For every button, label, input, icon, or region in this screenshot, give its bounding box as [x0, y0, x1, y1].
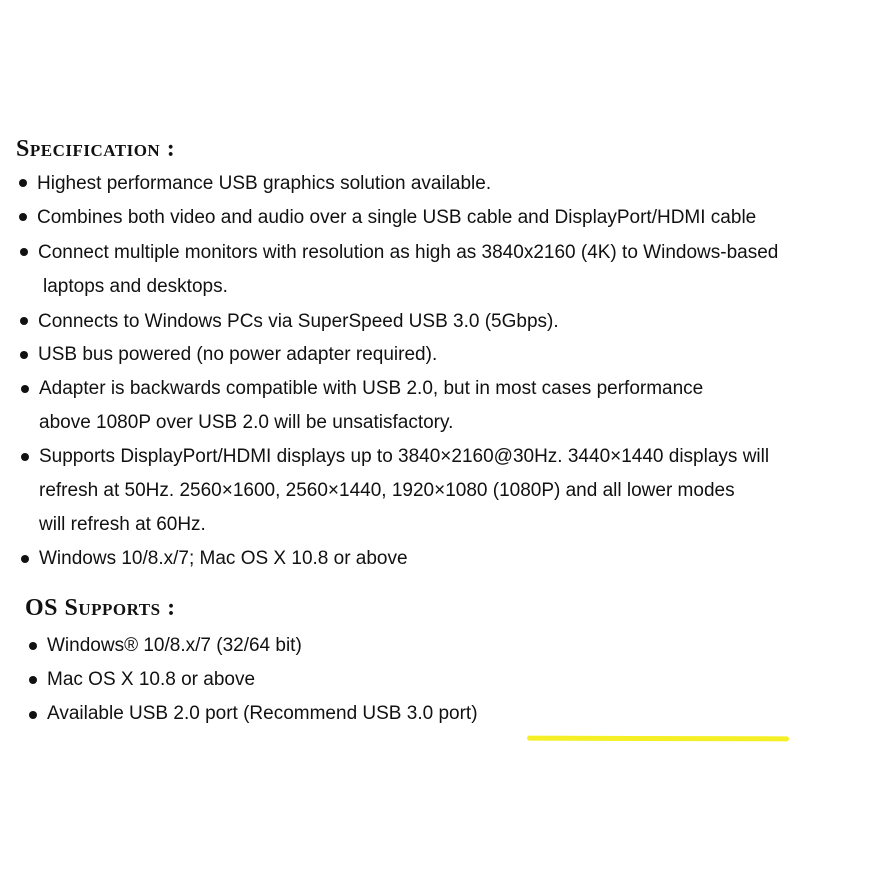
bullet-icon — [20, 317, 28, 325]
specification-heading: Specification : — [16, 136, 176, 162]
bullet-icon — [21, 453, 29, 461]
bullet-icon — [29, 711, 37, 719]
spec-item-1-line-1: Highest performance USB graphics solution available. — [37, 173, 492, 194]
spec-item-4-line-1: Connects to Windows PCs via SuperSpeed USB 3.0 (5Gbps). — [38, 311, 559, 332]
os-item-1-line-1: Windows® 10/8.x/7 (32/64 bit) — [47, 635, 302, 656]
spec-item-7-line-1: Supports DisplayPort/HDMI displays up to 3840×2160@30Hz. 3440×1440 displays will — [39, 446, 770, 467]
bullet-icon — [20, 248, 28, 256]
os-supports-heading: OS Supports : — [25, 595, 176, 621]
spec-item-5-line-1: USB bus powered (no power adapter required). — [38, 344, 438, 365]
os-item-3-line-1: Available USB 2.0 port (Recommend USB 3.0 port) — [47, 703, 478, 724]
bullet-icon — [29, 676, 37, 684]
bullet-icon — [21, 555, 29, 563]
bullet-icon — [21, 385, 29, 393]
bullet-icon — [29, 642, 37, 650]
spec-item-3-line-2: laptops and desktops. — [43, 276, 228, 297]
spec-item-6-line-1: Adapter is backwards compatible with USB 2.0, but in most cases performance — [39, 378, 704, 399]
spec-item-2-line-1: Combines both video and audio over a single USB cable and DisplayPort/HDMI cable — [37, 207, 757, 228]
spec-item-3-line-1: Connect multiple monitors with resolution as high as 3840x2160 (4K) to Windows-based — [38, 242, 779, 263]
bullet-icon — [19, 179, 27, 187]
spec-item-7-line-3: will refresh at 60Hz. — [39, 514, 206, 535]
spec-item-8-line-1: Windows 10/8.x/7; Mac OS X 10.8 or above — [39, 548, 408, 569]
highlighter-stroke — [527, 736, 789, 742]
bullet-icon — [20, 351, 28, 359]
bullet-icon — [19, 213, 27, 221]
os-item-2-line-1: Mac OS X 10.8 or above — [47, 669, 256, 690]
spec-item-7-line-2: refresh at 50Hz. 2560×1600, 2560×1440, 1920×1080 (1080P) and all lower modes — [39, 480, 735, 501]
spec-item-6-line-2: above 1080P over USB 2.0 will be unsatisfactory. — [39, 412, 454, 433]
